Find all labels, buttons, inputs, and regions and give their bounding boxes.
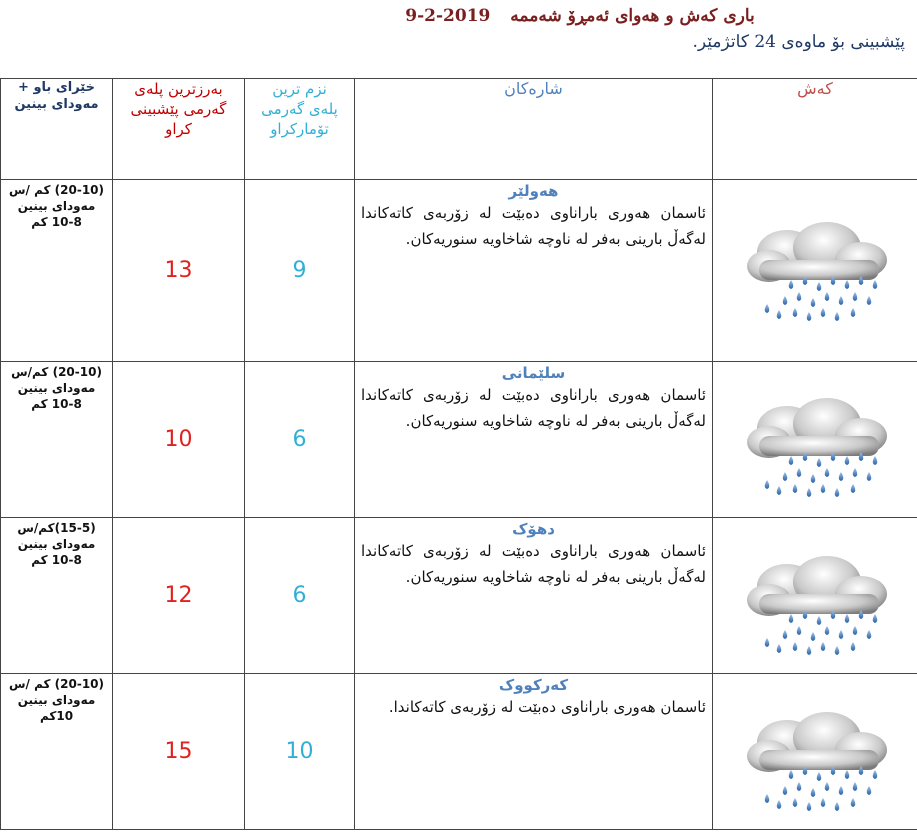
city-forecast-cell [355, 674, 713, 830]
report-subtitle: پێشبینی بۆ ماوەی 24 کاتژمێر. [692, 32, 905, 52]
wind-visibility-cell [1, 674, 113, 830]
header-min-temp [245, 79, 355, 180]
header-wind [1, 79, 113, 180]
report-title [380, 6, 780, 26]
table-row [1, 362, 917, 518]
header-min-line: تۆمارکراو [270, 120, 329, 138]
wind-visibility-cell [1, 180, 113, 362]
header-min-line: پلەی گەرمی [261, 100, 338, 118]
rain-cloud-icon [739, 550, 899, 660]
header-max-line: بەرزترین پلەی [134, 80, 223, 98]
wind-line: مەودای بینین [17, 199, 96, 213]
min-temp-value: 9 [245, 180, 355, 362]
max-temp-value: 15 [113, 674, 245, 830]
report-date: 2019-2-9 [405, 6, 491, 26]
header-max-line: کراو [165, 120, 192, 138]
max-temp-value: 13 [113, 180, 245, 362]
wind-line: (20-10) کم /س [8, 183, 105, 197]
rain-cloud-icon [739, 706, 899, 816]
wind-line: مەودای بینین [17, 693, 96, 707]
header-min-line: نزم ترین [272, 80, 327, 98]
city-forecast-cell [355, 362, 713, 518]
min-temp-value: 10 [245, 674, 355, 830]
forecast-description: ئاسمان هەوری باراناوی دەبێت لە زۆربەی کاتەکاندا لەگەڵ بارینی بەفر لە ناوچە شاخاویە سنوریەکان. [361, 542, 706, 586]
weather-icon-cell [713, 518, 917, 674]
forecast-table [0, 78, 917, 830]
table-row [1, 518, 917, 674]
city-name: هەولێر [508, 182, 559, 200]
min-temp-value: 6 [245, 518, 355, 674]
weather-icon-cell [713, 180, 917, 362]
max-temp-value: 12 [113, 518, 245, 674]
city-forecast-cell [355, 180, 713, 362]
min-temp-value: 6 [245, 362, 355, 518]
forecast-description: ئاسمان هەوری باراناوی دەبێت لە زۆربەی کاتەکاندا لەگەڵ بارینی بەفر لە ناوچە شاخاویە سنوریەکان. [361, 386, 706, 430]
header-wind-line: مەودای بینین [14, 97, 99, 112]
header-wind-line: خێرای باو + [18, 80, 95, 95]
wind-line: 10-8 کم [31, 215, 82, 229]
forecast-description: ئاسمان هەوری باراناوی دەبێت لە زۆربەی کاتەکاندا. [388, 698, 706, 716]
wind-line: 10کم [39, 709, 74, 723]
wind-line: (20-10) کم /س [8, 677, 105, 691]
wind-line: (20-10) کم/س [11, 365, 102, 379]
wind-visibility-cell [1, 518, 113, 674]
header-city: شارەکان [355, 79, 713, 180]
forecast-description: ئاسمان هەوری باراناوی دەبێت لە زۆربەی کاتەکاندا لەگەڵ بارینی بەفر لە ناوچە شاخاویە سنوریەکان. [361, 204, 706, 248]
max-temp-value: 10 [113, 362, 245, 518]
rain-cloud-icon [739, 216, 899, 326]
weather-icon-cell [713, 674, 917, 830]
wind-line: 10-8 کم [31, 553, 82, 567]
table-row [1, 674, 917, 830]
weather-icon-cell [713, 362, 917, 518]
wind-line: مەودای بینین [17, 537, 96, 551]
rain-cloud-icon [739, 392, 899, 502]
header-max-temp [113, 79, 245, 180]
header-weather: کەش [713, 79, 917, 180]
wind-line: (15-5)کم/س [17, 521, 96, 535]
wind-visibility-cell [1, 362, 113, 518]
city-name: کەرکووک [498, 676, 569, 694]
wind-line: 10-8 کم [31, 397, 82, 411]
city-name: دهۆک [512, 520, 555, 538]
header-max-line: گەرمی پێشبینی [130, 100, 227, 118]
table-header-row [1, 79, 917, 180]
city-forecast-cell [355, 518, 713, 674]
wind-line: مەودای بینین [17, 381, 96, 395]
report-title-text: باری کەش و هەوای ئەمڕۆ شەممە [510, 6, 755, 26]
table-row [1, 180, 917, 362]
city-name: سلێمانی [501, 364, 566, 382]
